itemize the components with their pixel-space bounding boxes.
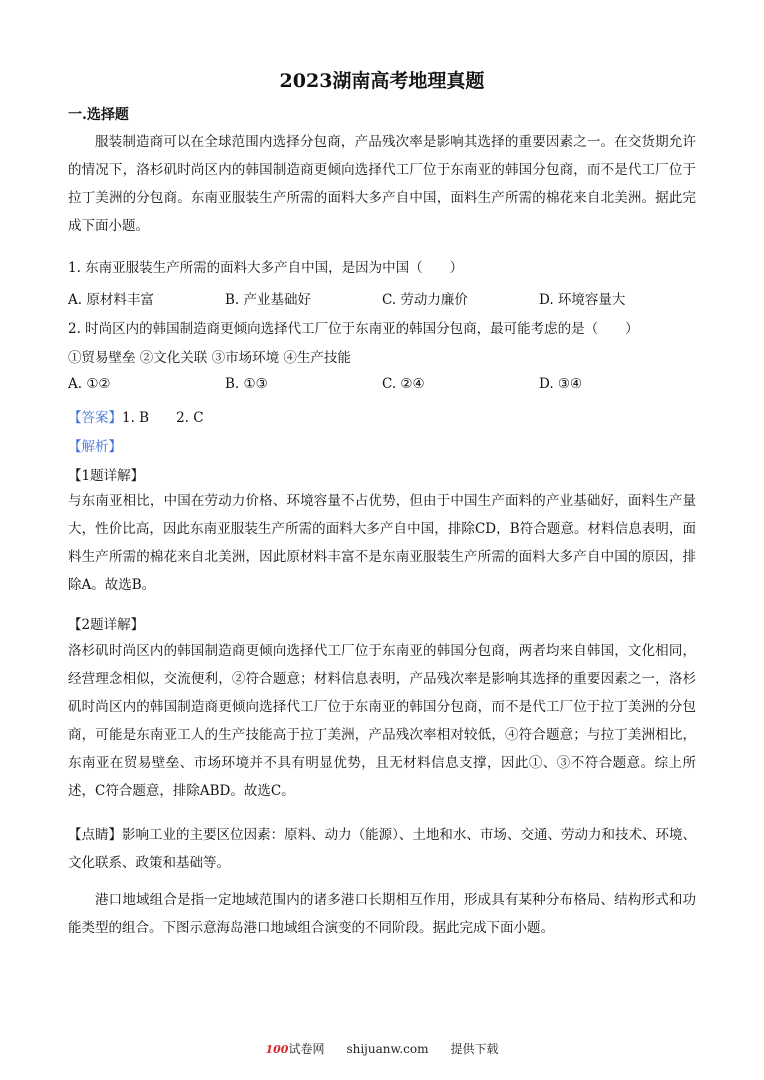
- download-slogan: 提供下载: [450, 1042, 499, 1056]
- tip-paragraph: [68, 821, 696, 877]
- site-name: 试卷网: [288, 1042, 325, 1056]
- page-footer: [0, 1040, 764, 1057]
- detail-1-label: 【1题详解】: [68, 468, 145, 484]
- passage-2: 港口地域组合是指一定地域范围内的诸多港口长期相互作用，形成具有某种分布格局、结构形式和功能类型的组合。下图示意海岛港口地域组合演变的不同阶段。据此完成下面小题。: [68, 892, 696, 936]
- question-1-option-c: C. 劳动力廉价: [382, 292, 468, 308]
- question-1-option-b: B. 产业基础好: [225, 292, 312, 308]
- passage-1: 服装制造商可以在全球范围内选择分包商，产品残次率是影响其选择的重要因素之一。在交货期允许的情况下，洛杉矶时尚区内的韩国制造商更倾向选择代工厂位于东南亚的韩国分包商，而不是代工厂位于拉丁美洲的分包商。东南亚服装生产所需的面料大多产自中国，面料生产所需的棉花来自北美洲。据此完成下面小题。: [68, 134, 696, 234]
- tip-text: 影响工业的主要区位因素：原料、动力（能源）、土地和水、市场、交通、劳动力和技术、环境、文化联系、政策和基础等。: [68, 827, 697, 871]
- tip-label: 【点睛】: [68, 827, 123, 843]
- question-2-choices: ①贸易壁垒 ②文化关联 ③市场环境 ④生产技能: [68, 350, 351, 366]
- answer-text: 1. B 2. C: [122, 410, 204, 426]
- detail-2-label: 【2题详解】: [68, 617, 145, 633]
- question-2-option-a: A. ①②: [68, 376, 111, 392]
- answer-line: [68, 406, 204, 426]
- detail-2-text: 洛杉矶时尚区内的韩国制造商更倾向选择代工厂位于东南亚的韩国分包商，两者均来自韩国，文化相同，经营理念相似，交流便利，②符合题意；材料信息表明，产品残次率是影响其选择的重要因素之一，洛杉矶时尚区内的韩国制造商更倾向选择代工厂位于东南亚的韩国分包商，而不是代工厂位于拉丁美洲的分包商，可能是东南亚工人的生产技能高于拉丁美洲，产品残次率相对较低，④符合题意；与拉丁美洲相比，东南亚在贸易壁垒、市场环境并不具有明显优势，且无材料信息支撑，因此①、③不符合题意。综上所述，C符合题意，排除ABD。故选C。: [68, 643, 696, 799]
- question-1-option-a: A. 原材料丰富: [68, 292, 154, 308]
- analysis-label: 【解析】: [68, 439, 122, 455]
- question-1-option-d: D. 环境容量大: [539, 292, 626, 308]
- question-2-option-d: D. ③④: [539, 376, 583, 392]
- site-logo: 100: [265, 1043, 289, 1056]
- section-heading: 一.选择题: [68, 107, 129, 123]
- page-title: 2023湖南高考地理真题: [279, 70, 485, 92]
- detail-1-text: 与东南亚相比，中国在劳动力价格、环境容量不占优势，但由于中国生产面料的产业基础好，面料生产量大，性价比高，因此东南亚服装生产所需的面料大多产自中国，排除CD，B符合题意。材料信息表明，面料生产所需的棉花来自北美洲，因此原材料丰富不是东南亚服装生产所需的面料大多产自中国的原因，排除A。故选B。: [68, 493, 696, 593]
- question-2-option-c: C. ②④: [382, 376, 425, 392]
- question-2-options: [68, 376, 698, 392]
- question-2-stem: 2. 时尚区内的韩国制造商更倾向选择代工厂位于东南亚的韩国分包商，最可能考虑的是（ ）: [68, 321, 639, 337]
- question-2-option-b: B. ①③: [225, 376, 268, 392]
- question-1-stem: 1. 东南亚服装生产所需的面料大多产自中国，是因为中国（ ）: [68, 260, 464, 276]
- question-1-options: [68, 288, 698, 308]
- answer-label: 【答案】: [68, 410, 122, 426]
- site-domain[interactable]: shijuanw.com: [346, 1042, 429, 1056]
